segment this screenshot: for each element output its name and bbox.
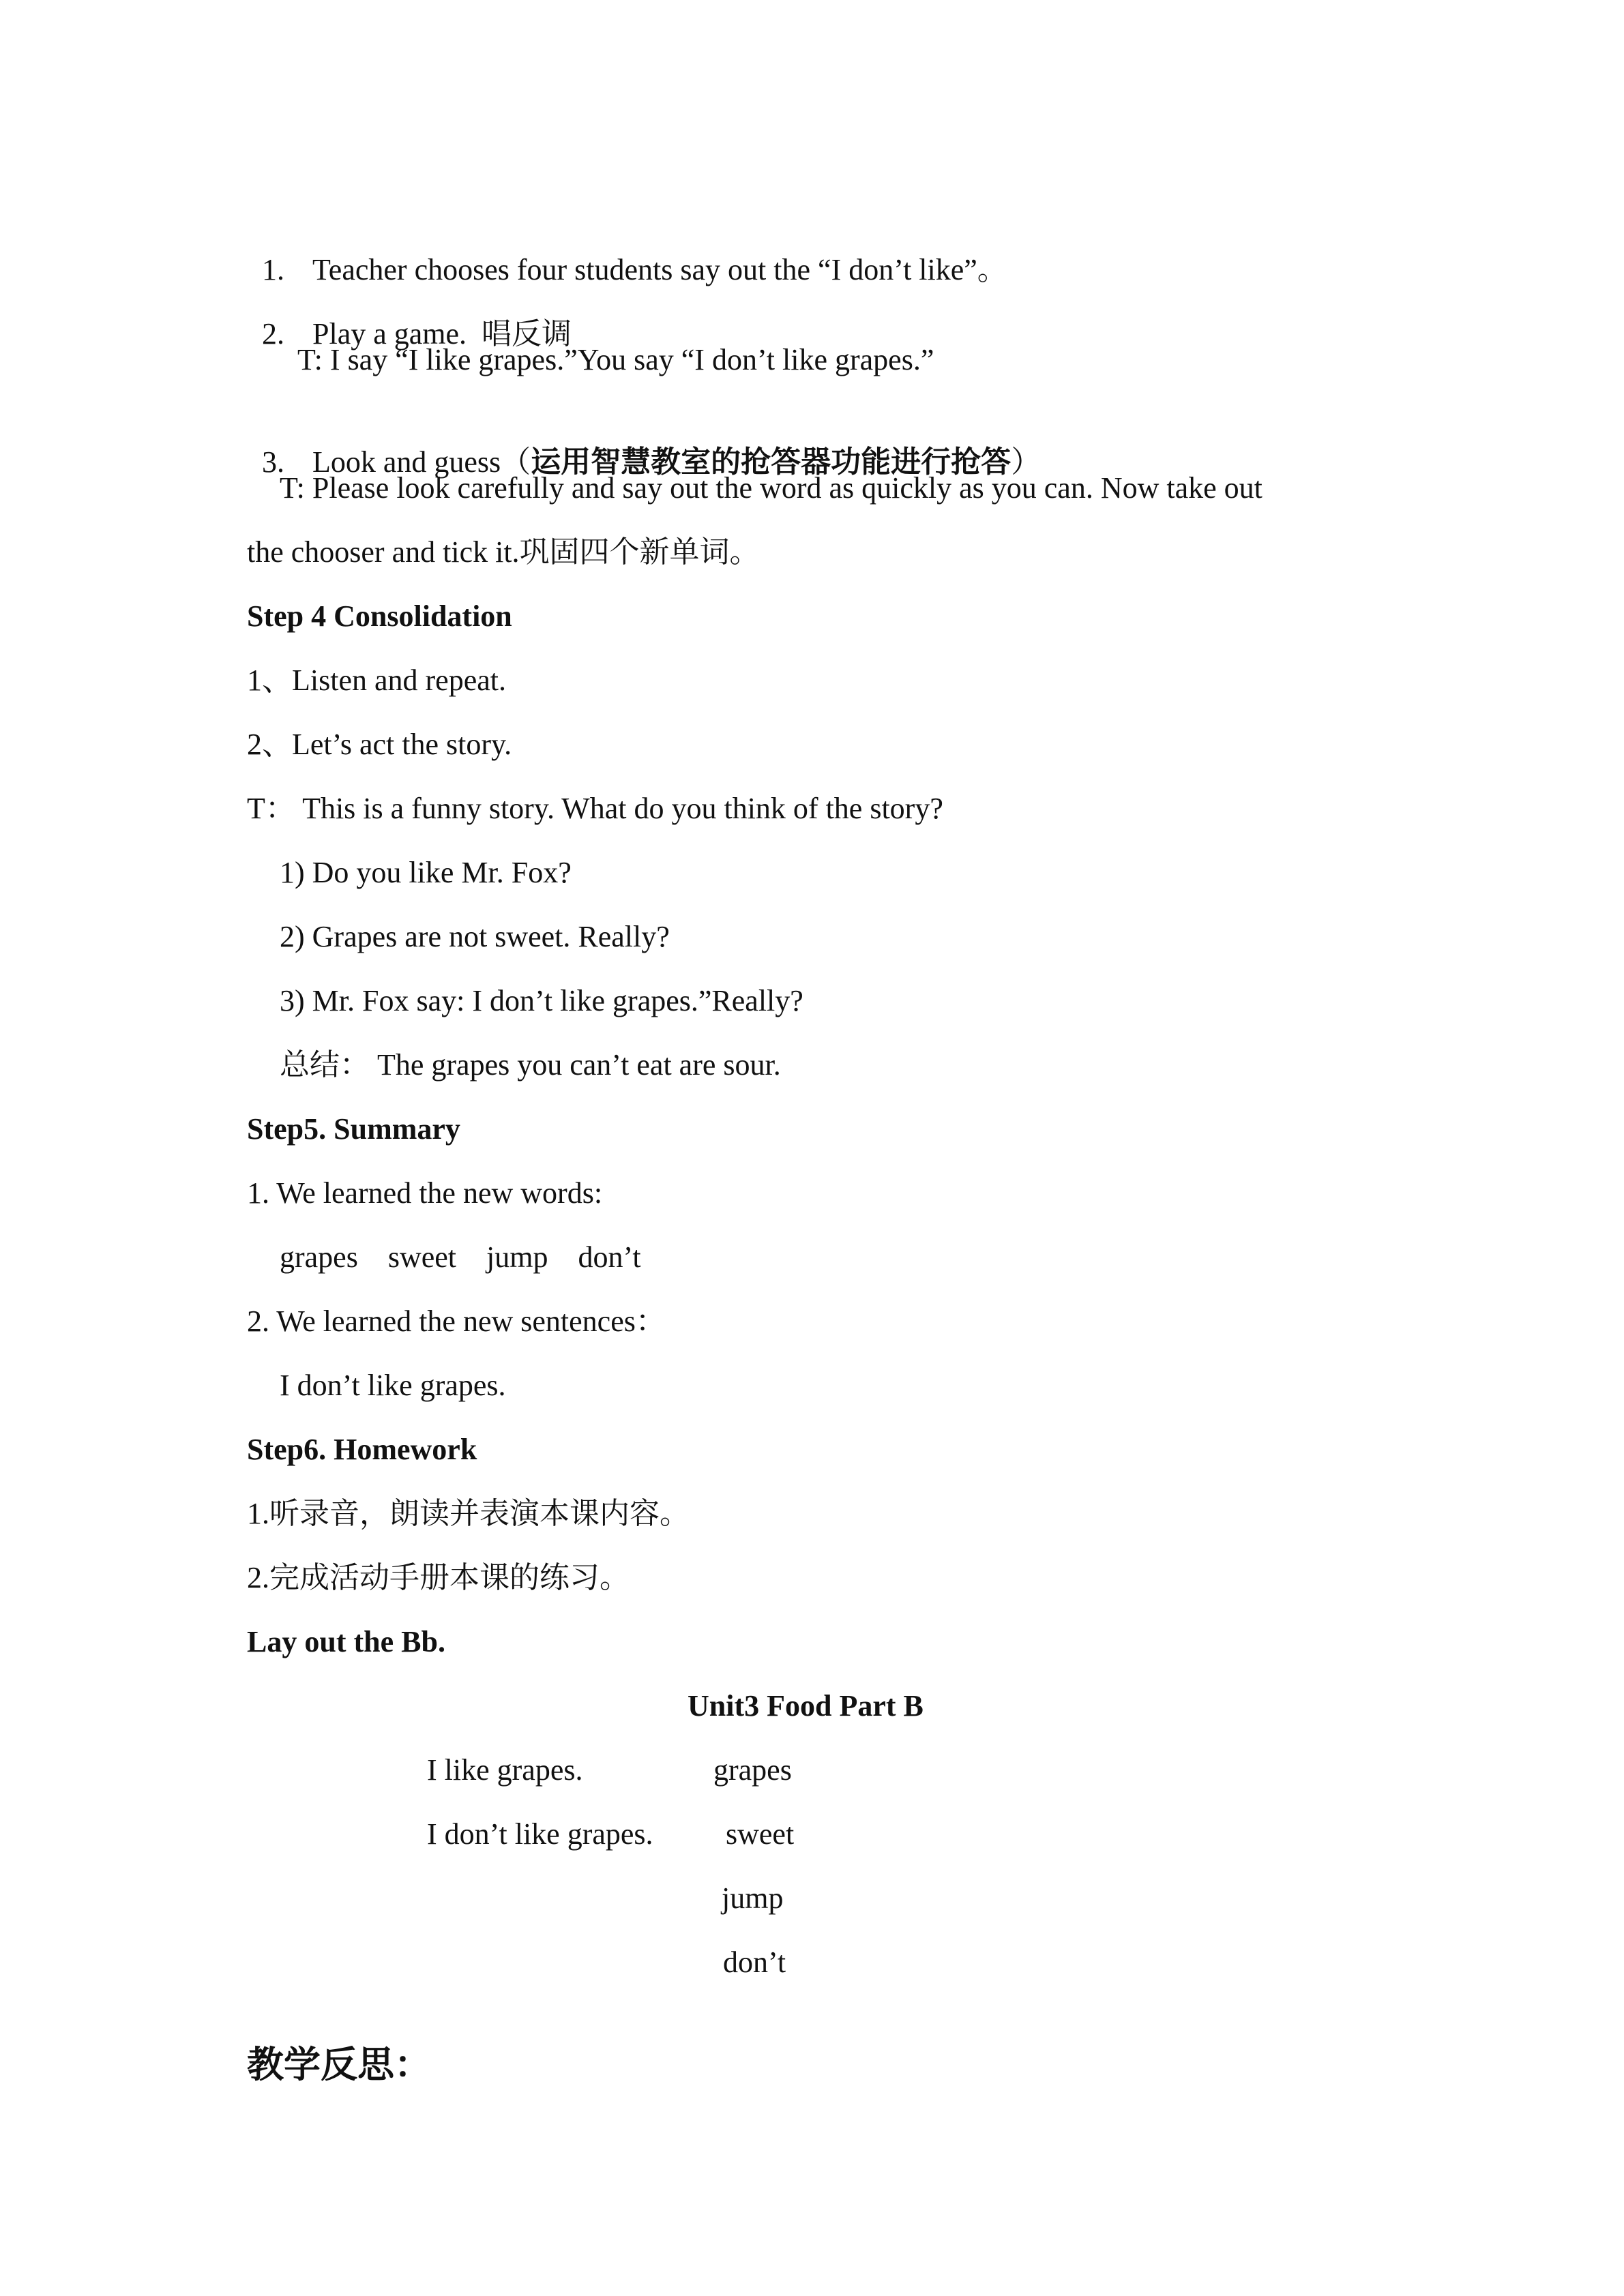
- paragraph-line: T： This is a funny story. What do you think of the story?: [247, 792, 943, 825]
- dialogue-line: T: I say “I like grapes.”You say “I don’t like grapes.”: [297, 343, 934, 376]
- list-item: 2、Let’s act the story.: [247, 728, 512, 761]
- question-item: 1) Do you like Mr. Fox?: [280, 856, 572, 889]
- list-number: 1.: [262, 253, 284, 286]
- list-text: Look and guess（: [312, 445, 531, 479]
- question-item: 3) Mr. Fox say: I don’t like grapes.”Really?: [280, 984, 803, 1017]
- board-word: sweet: [726, 1817, 795, 1851]
- list-text-emphasis: 运用智慧教室的抢答器功能进行抢答: [531, 445, 1012, 479]
- list-item: 1.听录音，朗读并表演本课内容。: [247, 1497, 690, 1530]
- list-text: Play a game. 唱反调: [312, 317, 572, 351]
- paragraph-line: T: Please look carefully and say out the word as quickly as you can. Now take out: [280, 471, 1263, 505]
- board-sentence: I like grapes.: [427, 1753, 583, 1787]
- board-sentence: I don’t like grapes.: [427, 1817, 653, 1851]
- section-heading: Step6. Homework: [247, 1433, 477, 1466]
- list-item: 1. We learned the new words:: [247, 1176, 603, 1210]
- list-text-end: ）: [1011, 445, 1042, 479]
- section-heading: Step 4 Consolidation: [247, 599, 512, 633]
- board-word: don’t: [723, 1945, 786, 1979]
- reflection-heading: 教学反思：: [247, 2044, 431, 2085]
- sentence-line: I don’t like grapes.: [280, 1369, 506, 1402]
- list-item: 2. We learned the new sentences：: [247, 1304, 666, 1338]
- list-number: 3.: [262, 445, 284, 479]
- section-heading: Lay out the Bb.: [247, 1625, 445, 1658]
- list-text: Teacher chooses four students say out the “I don’t like”。: [312, 253, 1007, 286]
- word-list: grapes sweet jump don’t: [280, 1240, 641, 1274]
- list-number: 2.: [262, 317, 284, 351]
- list-item: 2.完成活动手册本课的练习。: [247, 1561, 630, 1594]
- summary-line: 总结： The grapes you can’t eat are sour.: [280, 1048, 781, 1082]
- paragraph-line: the chooser and tick it.巩固四个新单词。: [247, 535, 760, 569]
- list-item: 1、Listen and repeat.: [247, 664, 506, 697]
- board-word: grapes: [713, 1753, 792, 1787]
- section-heading: Step5. Summary: [247, 1112, 460, 1146]
- board-title: Unit3 Food Part B: [688, 1689, 924, 1723]
- question-item: 2) Grapes are not sweet. Really?: [280, 920, 670, 953]
- board-word: jump: [722, 1881, 784, 1915]
